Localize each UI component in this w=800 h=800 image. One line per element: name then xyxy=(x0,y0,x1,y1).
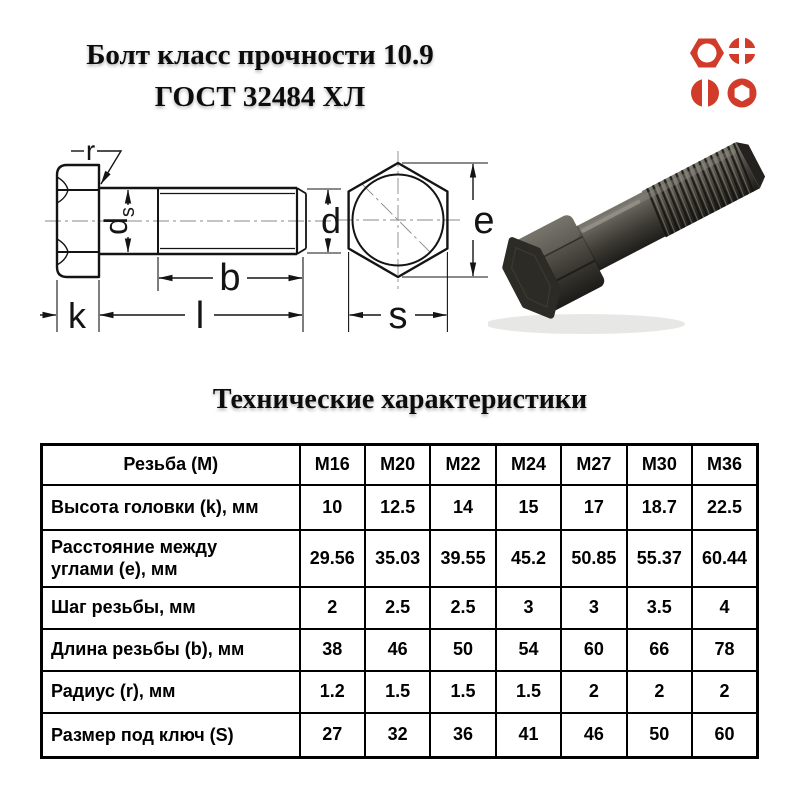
value-cell: 4 xyxy=(692,587,757,629)
value-cell: 50.85 xyxy=(561,530,626,587)
photo-shadow xyxy=(488,314,685,334)
value-cell: 50 xyxy=(430,629,495,671)
slotted-head-icon xyxy=(691,76,719,110)
value-cell: 2 xyxy=(300,587,365,629)
value-cell: 1.5 xyxy=(430,671,495,713)
value-cell: 1.5 xyxy=(365,671,430,713)
value-cell: 60 xyxy=(692,713,757,758)
hex-socket-head-icon xyxy=(728,79,757,108)
table-row xyxy=(42,530,758,587)
table-row xyxy=(42,713,758,758)
col-header: М22 xyxy=(430,445,495,485)
section-title: Технические характеристики xyxy=(212,384,588,415)
title-line-1: Болт класс прочности 10.9 xyxy=(86,39,434,71)
value-cell: 15 xyxy=(496,485,561,530)
value-cell: 32 xyxy=(365,713,430,758)
table-row xyxy=(42,629,758,671)
value-cell: 39.55 xyxy=(430,530,495,587)
value-cell: 41 xyxy=(496,713,561,758)
value-cell: 60.44 xyxy=(692,530,757,587)
value-cell: 14 xyxy=(430,485,495,530)
value-cell: 29.56 xyxy=(300,530,365,587)
dim-label-b: b xyxy=(219,257,241,299)
row-label: Шаг резьбы, мм xyxy=(42,587,300,629)
value-cell: 3 xyxy=(496,587,561,629)
value-cell: 2 xyxy=(692,671,757,713)
value-cell: 46 xyxy=(365,629,430,671)
row-label: Радиус (r), мм xyxy=(42,671,300,713)
specs-table xyxy=(40,443,759,759)
hex-nut-icon xyxy=(690,39,724,68)
brand-logo xyxy=(684,32,762,112)
dim-label-ds: $d_s$ xyxy=(98,207,139,235)
value-cell: 60 xyxy=(561,629,626,671)
row-label: Размер под ключ (S) xyxy=(42,713,300,758)
value-cell: 1.5 xyxy=(496,671,561,713)
table-row xyxy=(42,587,758,629)
col-header: М36 xyxy=(692,445,757,485)
row-label: Длина резьбы (b), мм xyxy=(42,629,300,671)
value-cell: 2 xyxy=(627,671,692,713)
col-header: М16 xyxy=(300,445,365,485)
value-cell: 27 xyxy=(300,713,365,758)
value-cell: 10 xyxy=(300,485,365,530)
col-header: М30 xyxy=(627,445,692,485)
value-cell: 36 xyxy=(430,713,495,758)
value-cell: 3 xyxy=(561,587,626,629)
value-cell: 35.03 xyxy=(365,530,430,587)
table-row xyxy=(42,671,758,713)
value-cell: 18.7 xyxy=(627,485,692,530)
dim-label-l: l xyxy=(195,295,205,337)
phillips-head-icon xyxy=(725,34,759,68)
dim-label-s: s xyxy=(388,295,408,337)
value-cell: 54 xyxy=(496,629,561,671)
value-cell: 50 xyxy=(627,713,692,758)
value-cell: 1.2 xyxy=(300,671,365,713)
value-cell: 22.5 xyxy=(692,485,757,530)
page-title xyxy=(0,34,520,118)
value-cell: 2.5 xyxy=(365,587,430,629)
dim-label-r: r xyxy=(85,135,96,166)
value-cell: 38 xyxy=(300,629,365,671)
value-cell: 55.37 xyxy=(627,530,692,587)
row-label: Расстояние между углами (е), мм xyxy=(42,530,300,587)
col-header: Резьба (М) xyxy=(42,445,300,485)
value-cell: 66 xyxy=(627,629,692,671)
value-cell: 46 xyxy=(561,713,626,758)
value-cell: 78 xyxy=(692,629,757,671)
dim-label-d: d xyxy=(320,200,342,241)
value-cell: 3.5 xyxy=(627,587,692,629)
col-header: М27 xyxy=(561,445,626,485)
col-header: М20 xyxy=(365,445,430,485)
dim-label-k: k xyxy=(68,295,86,336)
bolt-photo-body xyxy=(496,128,776,323)
bolt-photo xyxy=(488,128,790,345)
value-cell: 2.5 xyxy=(430,587,495,629)
col-header: М24 xyxy=(496,445,561,485)
title-line-2: ГОСТ 32484 ХЛ xyxy=(154,81,366,113)
table-row xyxy=(42,485,758,530)
bolt-dimension-drawing xyxy=(25,128,495,350)
row-label: Высота головки (k), мм xyxy=(42,485,300,530)
value-cell: 45.2 xyxy=(496,530,561,587)
value-cell: 17 xyxy=(561,485,626,530)
value-cell: 12.5 xyxy=(365,485,430,530)
table-header-row xyxy=(42,445,758,485)
dim-label-e: e xyxy=(473,200,495,242)
value-cell: 2 xyxy=(561,671,626,713)
